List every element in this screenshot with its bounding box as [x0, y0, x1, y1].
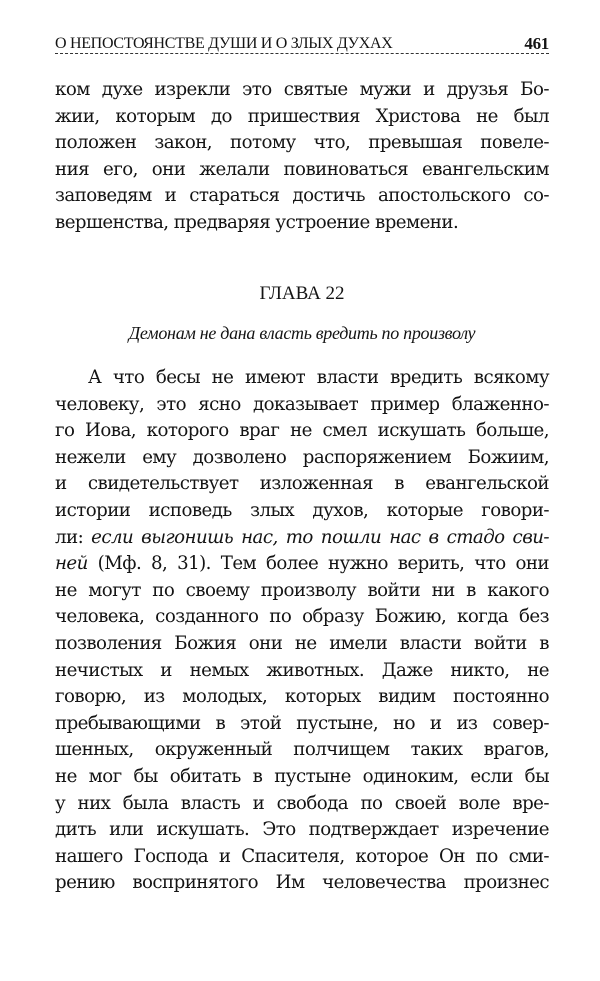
text-line: говорю, из молодых, которых видим постоянно: [55, 686, 549, 708]
text-line: заповедям и стараться достичь апостольского со-: [55, 185, 549, 207]
text-line: человеку, это ясно доказывает пример блаженно-: [55, 393, 549, 415]
text-line: жии, которым до пришествия Христова не был: [55, 105, 549, 127]
text-line-quote: [55, 551, 549, 578]
text-line: человека, созданного по образу Божию, когда без: [55, 606, 549, 628]
text-line: рению воспринятого Им человечества произнес: [55, 872, 549, 894]
text-line: у них была власть и свобода по своей воле вре-: [55, 792, 549, 814]
text-line: не мог бы обитать в пустыне одиноким, если бы: [55, 765, 549, 787]
text-line: дить или искушать. Это подтверждает изречение: [55, 819, 549, 841]
text-line: вершенства, предваряя устроение времени.: [55, 211, 459, 233]
text-line: нечистых и немых животных. Даже никто, не: [55, 659, 549, 681]
running-header: [55, 33, 549, 54]
body-paragraph: [55, 365, 549, 897]
text-line: положен закон, потому что, превышая повеле-: [55, 132, 549, 154]
text-line: нежели ему дозволено распоряжением Божиим,: [55, 446, 549, 468]
page-number: 461: [524, 34, 549, 53]
text-line-quote: [55, 525, 549, 552]
text-line: истории исповедь злых духов, которые говори-: [55, 499, 549, 521]
text-line: не могут по своему произволу войти ни в какого: [55, 579, 549, 601]
running-title: О НЕПОСТОЯНСТВЕ ДУШИ И О ЗЛЫХ ДУХАХ: [55, 35, 393, 52]
scripture-quote: если выгонишь нас, то пошли нас в стадо сви-: [91, 526, 549, 548]
scripture-quote: ней: [55, 553, 88, 575]
chapter-subtitle: Демонам не дана власть вредить по произволу: [128, 323, 476, 343]
text-line: А что бесы не имеют власти вредить всякому: [88, 367, 549, 388]
text-line: ком духе изрекли это святые мужи и друзья Бо-: [55, 79, 549, 100]
text-line: позволения Божия они не имели власти войти в: [55, 632, 549, 654]
text-line: шенных, окруженный полчищем таких врагов,: [55, 739, 549, 761]
text-line: пребывающими в этой пустыне, но и из совер-: [55, 712, 549, 734]
text-line: го Иова, которого враг не смел искушать больше,: [55, 420, 549, 442]
intro-paragraph: [55, 77, 549, 237]
chapter-title: ГЛАВА 22: [259, 283, 345, 304]
text-line: нашего Господа и Спасителя, которое Он по сми-: [55, 845, 549, 867]
scripture-reference: (Мф. 8, 31). Тем более нужно верить, что они: [87, 553, 549, 575]
text-line: и свидетельствует изложенная в евангельской: [55, 473, 549, 495]
text-line: ния его, они желали повиноваться евангельским: [55, 158, 549, 180]
plain-text: ли:: [55, 526, 92, 548]
